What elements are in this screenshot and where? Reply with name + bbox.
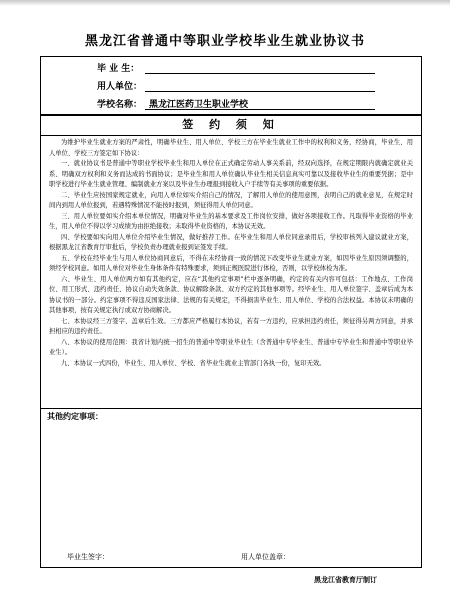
other-terms-label: 其他约定事项： [47,412,103,421]
clause-9: 九、本协议一式四份，毕业生、用人单位、学校、省毕业生就业主管部门各执一份，复印无效。 [61,359,326,367]
clause-2: 二、毕业生应按国家规定就业，向用人单位如实介绍自己的情况，了解用人单位的使用意图，表明自己的就业意见，在规定时间内到用人单位报到，若遇特殊情况不能按时报到，须征得用人单位同意。 [49,191,413,209]
graduate-field[interactable] [145,73,375,74]
clause-7: 七、本协议经三方签字、盖章后生效。三方都应严格履行本协议，若有一方违约，应承担违约责任，须征得另两方同意，并承担相应的违约责任。 [49,317,413,335]
graduate-label: 毕 业 生： [97,64,140,74]
school-value: 黑龙江医药卫生职业学校 [149,100,249,110]
school-field[interactable] [145,109,375,110]
notice-heading: 签 约 须 知 [41,114,421,136]
school-row [41,95,421,113]
clause-4: 四、学校要如实向用人单位介绍毕业生情况，做好推荐工作。在毕业生和用人单位同意录用后，学校审核列入建议就业方案，根据黑龙江省教育厅审批后，学校负责办理就业报到证签发手续。 [49,233,413,251]
employer-row [41,77,421,95]
clause-3: 三、用人单位要如实介绍本单位情况，明确对毕业生的基本要求及工作岗位安排，做好各项接收工作。凡取得毕业资格的毕业生，用人单位不得以学习成绩为由拒绝接收；未取得毕业资格的，本协议无效。 [49,212,413,230]
document-title: 黑龙江省普通中等职业学校毕业生就业协议书 [84,34,365,49]
clause-1: 一、就业协议书是普通中等职业学校毕业生和用人单位在正式确定劳动人事关系前，经双向选择，在规定期限内就确定就业关系、明确双方权利和义务而达成的书面协议；是毕业生和用人单位确认毕业生相关信息真实可靠以及接收毕业生的重要凭据；是中职学校进行毕业生就业管理、编制就业方案以及毕业生办理报到接收入户手续等有关事项的重要依据。 [49,160,413,188]
employer-stamp-label: 用人单位盖章： [241,553,290,561]
employer-field[interactable] [145,91,375,92]
clauses-list [49,138,413,369]
other-terms-divider [41,408,421,409]
issuer-footer: 黑龙江省教育厅制订 [314,576,377,584]
clause-5: 五、学校在经毕业生与用人单位协商同意后，不得在未经协商一致的情况下改变毕业生就业方案，如因毕业生原因须调整的，须经学校同意。如用人单位对毕业生身体条件有特殊要求，须到正规医院进行体检，否则，以学校体检为准。 [49,254,413,272]
graduate-row [41,59,421,77]
clause-intro: 为维护毕业生就业方案的严肃性，明确毕业生、用人单位、学校三方在毕业生就业工作中的权利和义务，经协商，毕业生、用人单位、学校三方签定如下协议： [49,139,413,157]
school-label: 学校名称： [97,100,143,110]
clause-6: 六、毕业生、用人单位两方如有其他约定，应在“其他约定事项”栏中逐条明确，约定的有关内容可包括：工作地点、工作岗位、用工形式、违约责任、协议自动失效条款、协议解除条款、双方约定的其他事项等。经毕业生、用人单位签字、盖章后成为本协议书的一部分。约定事项不得违反国家法律、法规的有关规定，不得损害毕业生、用人单位、学校的合法权益。本协议未明确的其他事项，按有关规定执行或双方协商解决。 [49,275,413,314]
graduate-signature-label: 毕业生签字： [67,553,109,561]
viewer-top-band [0,0,450,6]
employer-label: 用人单位： [97,82,143,92]
clause-8: 八、本协议的使用范围：我省计划内统一招生的普通中等职业毕业生（含普通中专毕业生、普通中专毕业生和普通中等职业毕业生）。 [49,338,413,356]
notice-box [40,114,422,568]
party-info-box [40,56,422,116]
